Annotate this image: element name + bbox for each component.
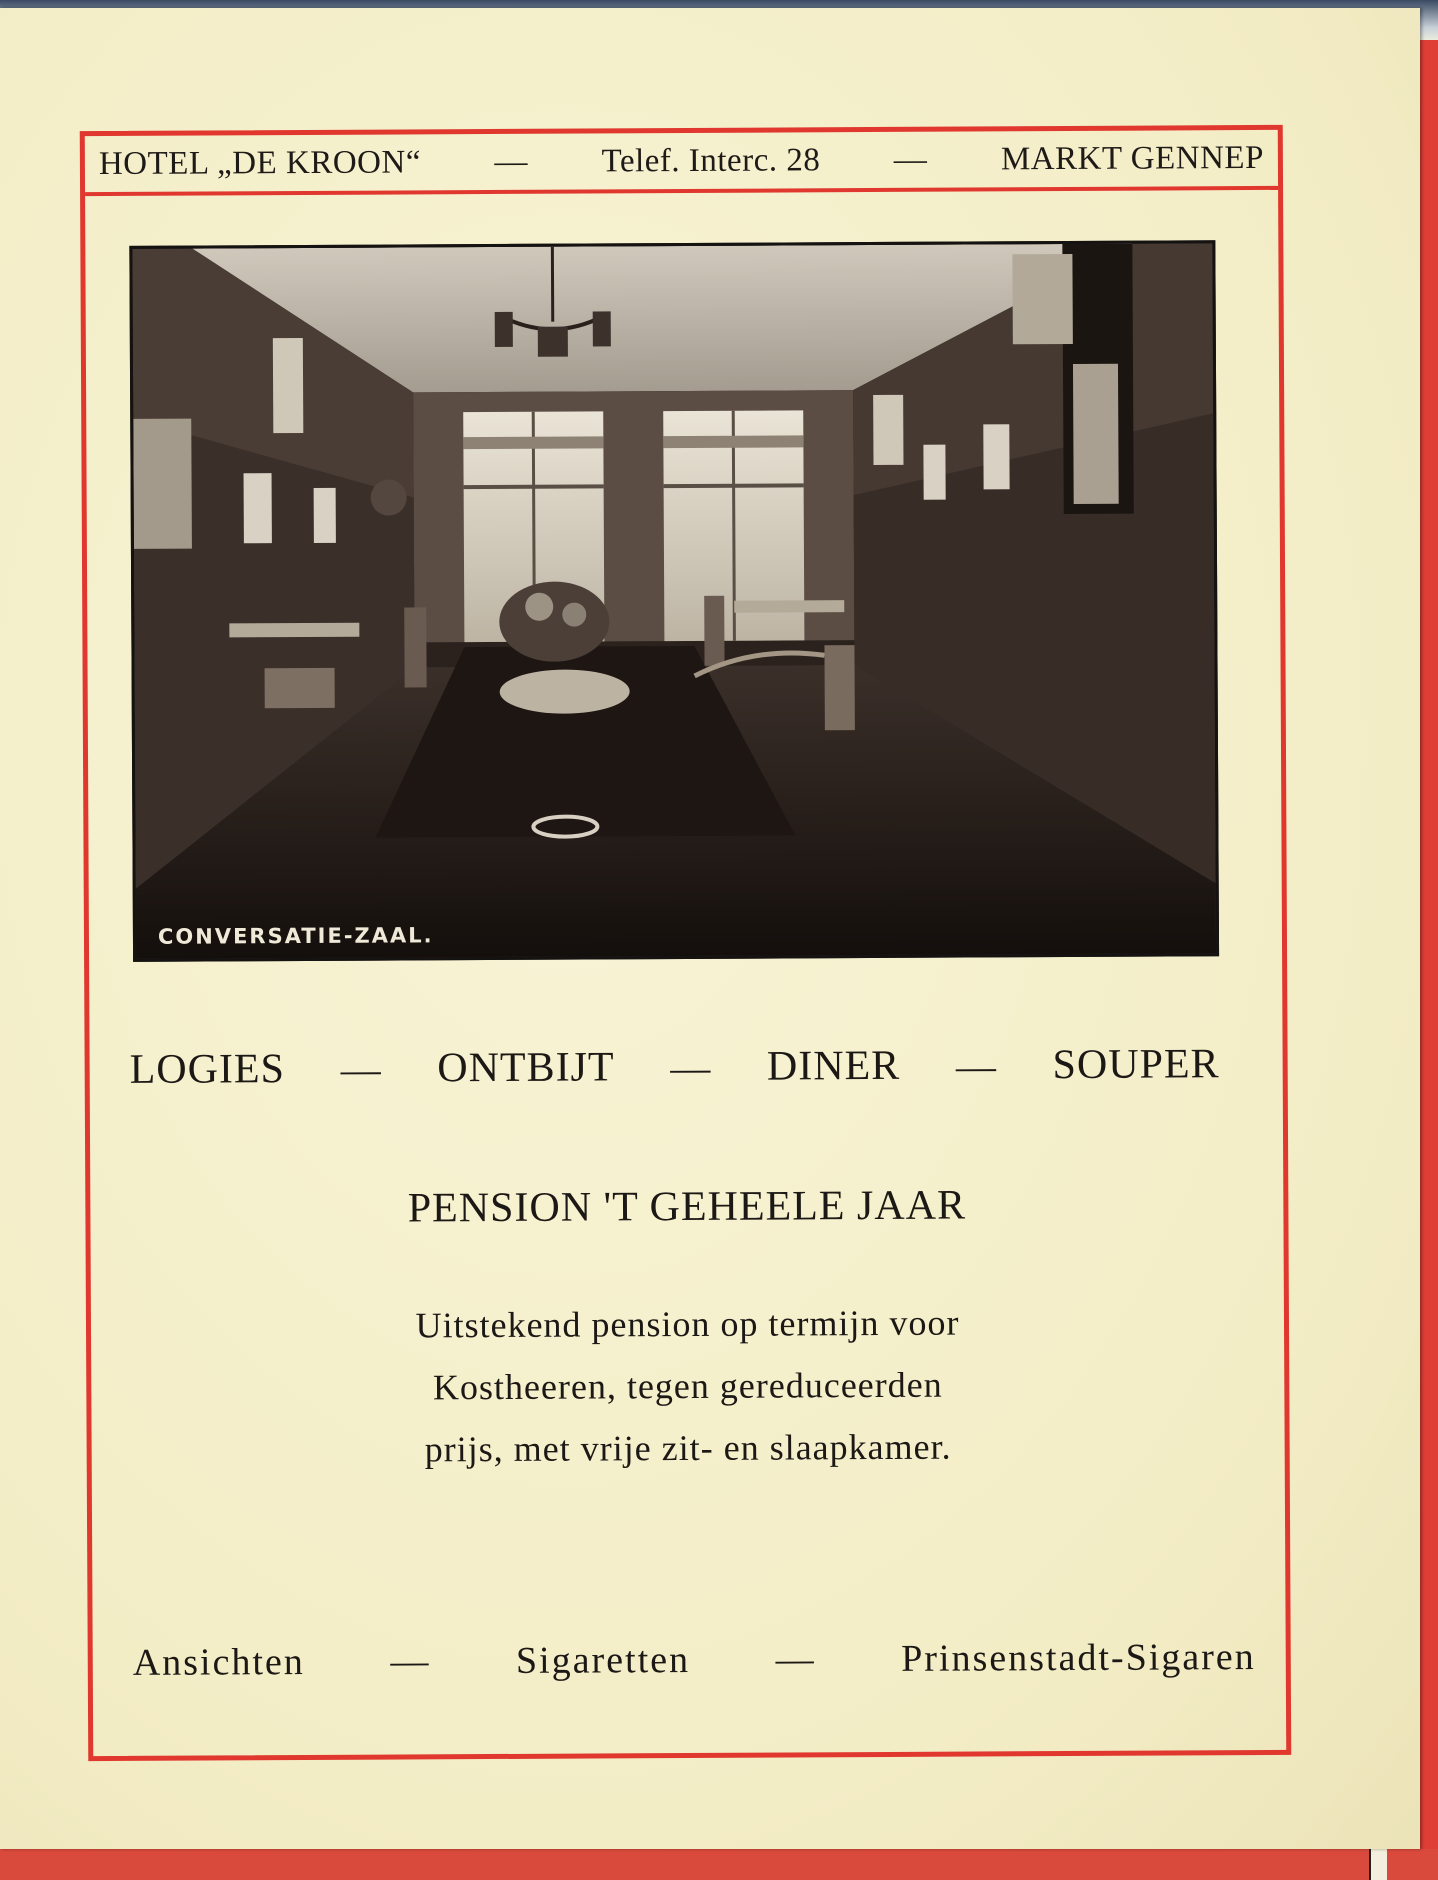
- footer-ansichten: Ansichten: [133, 1640, 305, 1685]
- header-separator: —: [894, 141, 928, 178]
- photo-caption: CONVERSATIE-ZAAL.: [158, 923, 434, 948]
- room-illustration: [132, 243, 1216, 959]
- pension-description: [91, 1290, 1285, 1482]
- pension-title: PENSION 'T GEHEELE JAAR: [90, 1180, 1283, 1234]
- footer-line: [133, 1635, 1256, 1685]
- footer-separator: —: [390, 1639, 430, 1683]
- footer-separator: —: [776, 1637, 816, 1681]
- hotel-name: HOTEL „DE KROON“: [99, 144, 421, 183]
- services-separator: —: [956, 1042, 997, 1089]
- conversation-room-photo: [129, 240, 1219, 962]
- description-line: Kostheeren, tegen gereduceerden: [91, 1352, 1284, 1420]
- header-bar: [85, 130, 1278, 196]
- red-border-frame: [80, 125, 1292, 1761]
- advertisement-page: [0, 8, 1420, 1849]
- service-logies: LOGIES: [130, 1045, 286, 1094]
- service-souper: SOUPER: [1052, 1040, 1219, 1089]
- services-separator: —: [341, 1045, 382, 1092]
- services-line: [130, 1040, 1220, 1094]
- hotel-location: MARKT GENNEP: [1001, 139, 1264, 177]
- hotel-phone: Telef. Interc. 28: [601, 142, 820, 180]
- services-separator: —: [670, 1043, 711, 1090]
- description-line: prijs, met vrije zit- en slaapkamer.: [91, 1414, 1284, 1482]
- service-diner: DINER: [767, 1042, 901, 1091]
- footer-sigaren: Prinsenstadt-Sigaren: [901, 1635, 1256, 1681]
- header-separator: —: [494, 143, 528, 180]
- description-line: Uitstekend pension op termijn voor: [91, 1290, 1284, 1358]
- footer-sigaretten: Sigaretten: [516, 1638, 690, 1683]
- service-ontbijt: ONTBIJT: [437, 1043, 615, 1092]
